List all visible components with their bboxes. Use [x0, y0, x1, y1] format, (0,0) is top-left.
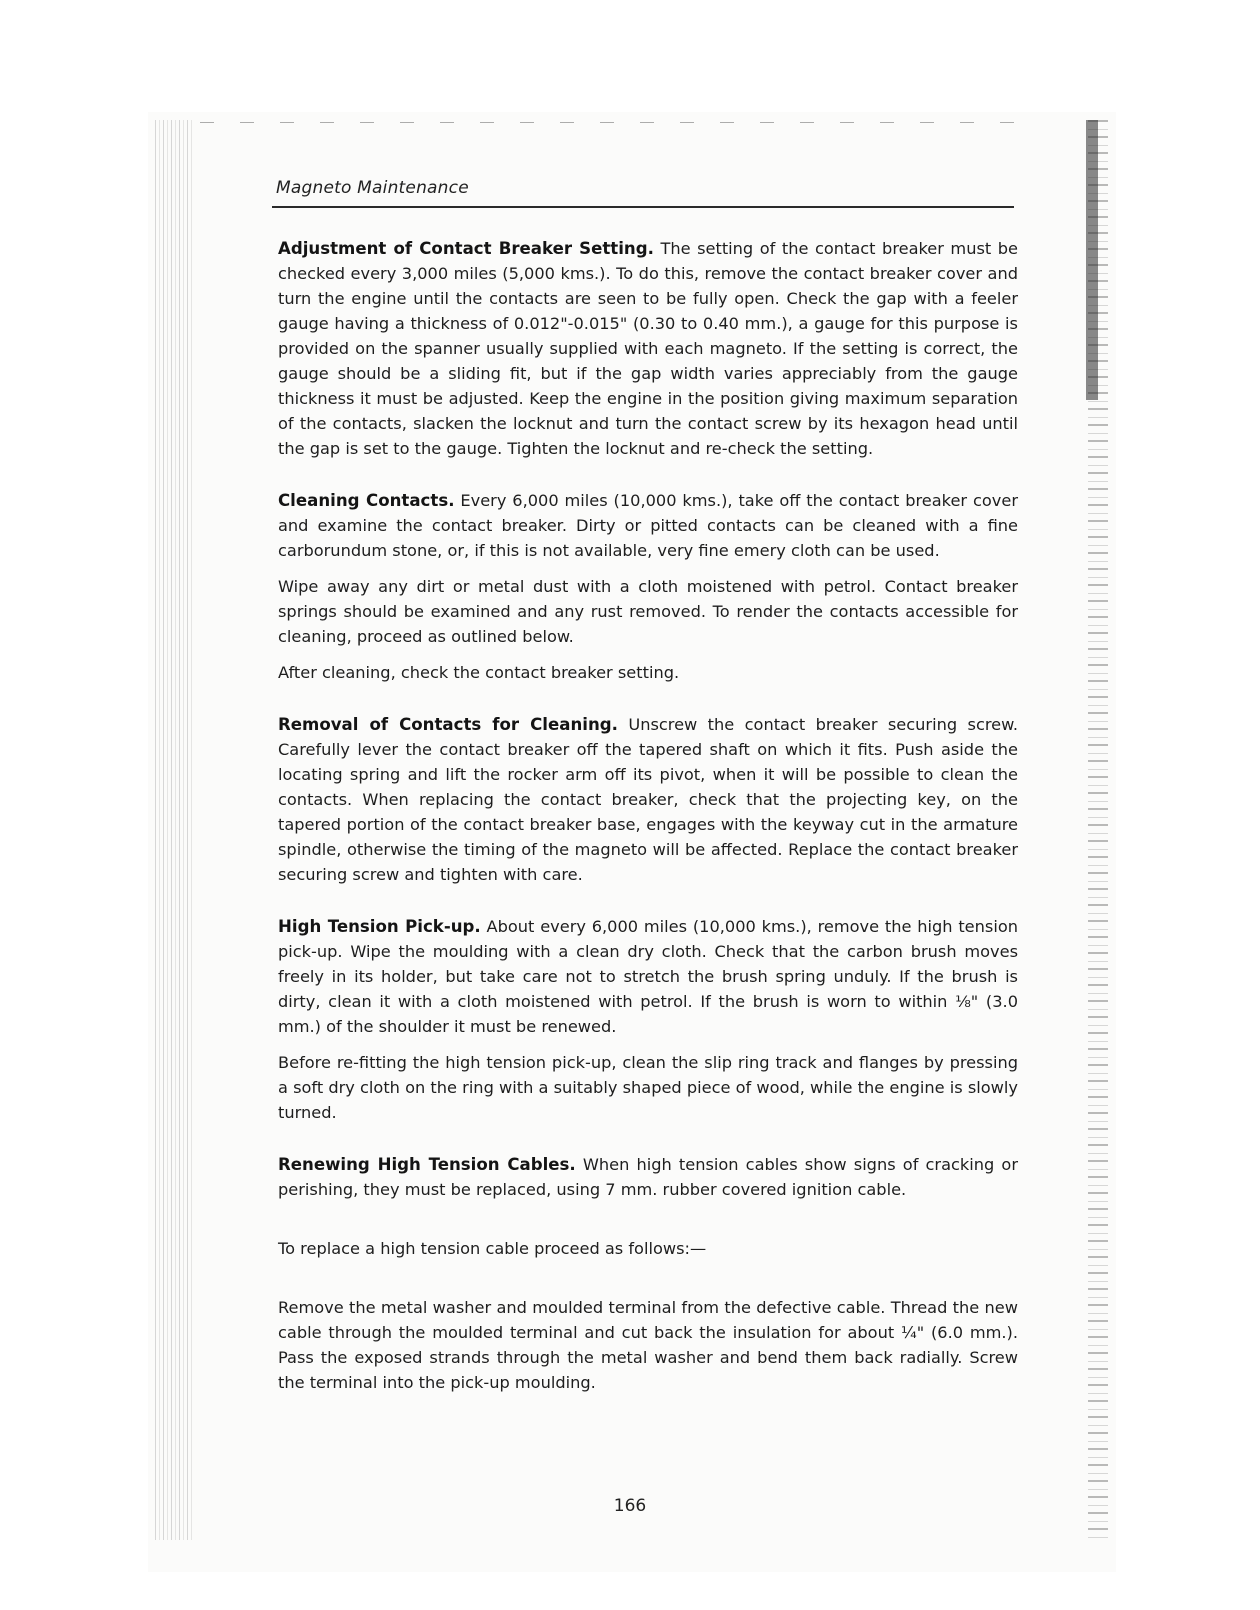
section-adjustment — [278, 236, 1018, 461]
paragraph: Unscrew the contact breaker securing screw. Carefully lever the contact breaker off the tapered shaft on which it fits. Push aside the locating spring and lift the rocker arm off its pivot, when it will be possible to clean the contacts. When replacing the contact breaker, check that the projecting key, on the tapered portion of the contact breaker base, engages with the keyway cut in the armature spindle, otherwise the timing of the magneto will be affected. Replace the contact breaker securing screw and tighten with care. — [278, 715, 1018, 884]
paragraph: The setting of the contact breaker must be checked every 3,000 miles (5,000 kms.). To do this, remove the contact breaker cover and turn the engine until the contacts are seen to be fully open. Check the gap with a feeler gauge having a thickness of 0.012"-0.015" (0.30 to 0.40 mm.), a gauge for this purpose is provided on the spanner usually supplied with each magneto. If the setting is correct, the gauge should be a sliding fit, but if the gap width varies appreciably from the gauge thickness it must be adjusted. Keep the engine in the position giving maximum separation of the contacts, slacken the locknut and turn the contact screw by its hexagon head until the gap is set to the gauge. Tighten the locknut and re-check the setting. — [278, 239, 1018, 458]
scan-edge-left — [152, 120, 194, 1540]
paragraph: To replace a high tension cable proceed as follows:— — [278, 1239, 707, 1258]
paragraph: When high tension cables show signs of cracking or perishing, they must be replaced, using 7 mm. rubber covered ignition cable. — [278, 1155, 1018, 1199]
header-rule — [272, 206, 1014, 208]
section-cleaning — [278, 488, 1018, 563]
section-pickup — [278, 914, 1018, 1039]
section-heading: Removal of Contacts for Cleaning. — [278, 715, 618, 734]
section-heading: Adjustment of Contact Breaker Setting. — [278, 239, 654, 258]
section-cables — [278, 1152, 1018, 1202]
scan-top-dash — [200, 122, 1040, 123]
section-heading: High Tension Pick-up. — [278, 917, 481, 936]
page-body — [278, 236, 1018, 1395]
paragraph: Before re-fitting the high tension pick-up, clean the slip ring track and flanges by pressing a soft dry cloth on the ring with a suitably shaped piece of wood, while the engine is slowly turned. — [278, 1053, 1018, 1122]
section-removal — [278, 712, 1018, 887]
section-heading: Renewing High Tension Cables. — [278, 1155, 576, 1174]
paragraph: Remove the metal washer and moulded terminal from the defective cable. Thread the new cable through the moulded terminal and cut back the insulation for about ¼" (6.0 mm.). Pass the exposed strands through the metal washer and bend them back radially. Screw the terminal into the pick-up moulding. — [278, 1298, 1018, 1392]
paragraph: About every 6,000 miles (10,000 kms.), remove the high tension pick-up. Wipe the moulding with a clean dry cloth. Check that the carbon brush moves freely in its holder, but take care not to stretch the brush spring unduly. If the brush is dirty, clean it with a cloth moistened with petrol. If the brush is worn to within ⅛" (3.0 mm.) of the shoulder it must be renewed. — [278, 917, 1018, 1036]
paragraph: Every 6,000 miles (10,000 kms.), take off the contact breaker cover and examine the contact breaker. Dirty or pitted contacts can be cleaned with a fine carborundum stone, or, if this is not available, very fine emery cloth can be used. — [278, 491, 1018, 560]
paragraph: Wipe away any dirt or metal dust with a cloth moistened with petrol. Contact breaker springs should be examined and any rust removed. To render the contacts accessible for cleaning, proceed as outlined below. — [278, 577, 1018, 646]
section-heading: Cleaning Contacts. — [278, 491, 455, 510]
paragraph: After cleaning, check the contact breaker setting. — [278, 663, 680, 682]
scan-edge-right-top — [1086, 120, 1098, 400]
page-number: 166 — [613, 1496, 647, 1516]
running-head: Magneto Maintenance — [276, 178, 469, 198]
